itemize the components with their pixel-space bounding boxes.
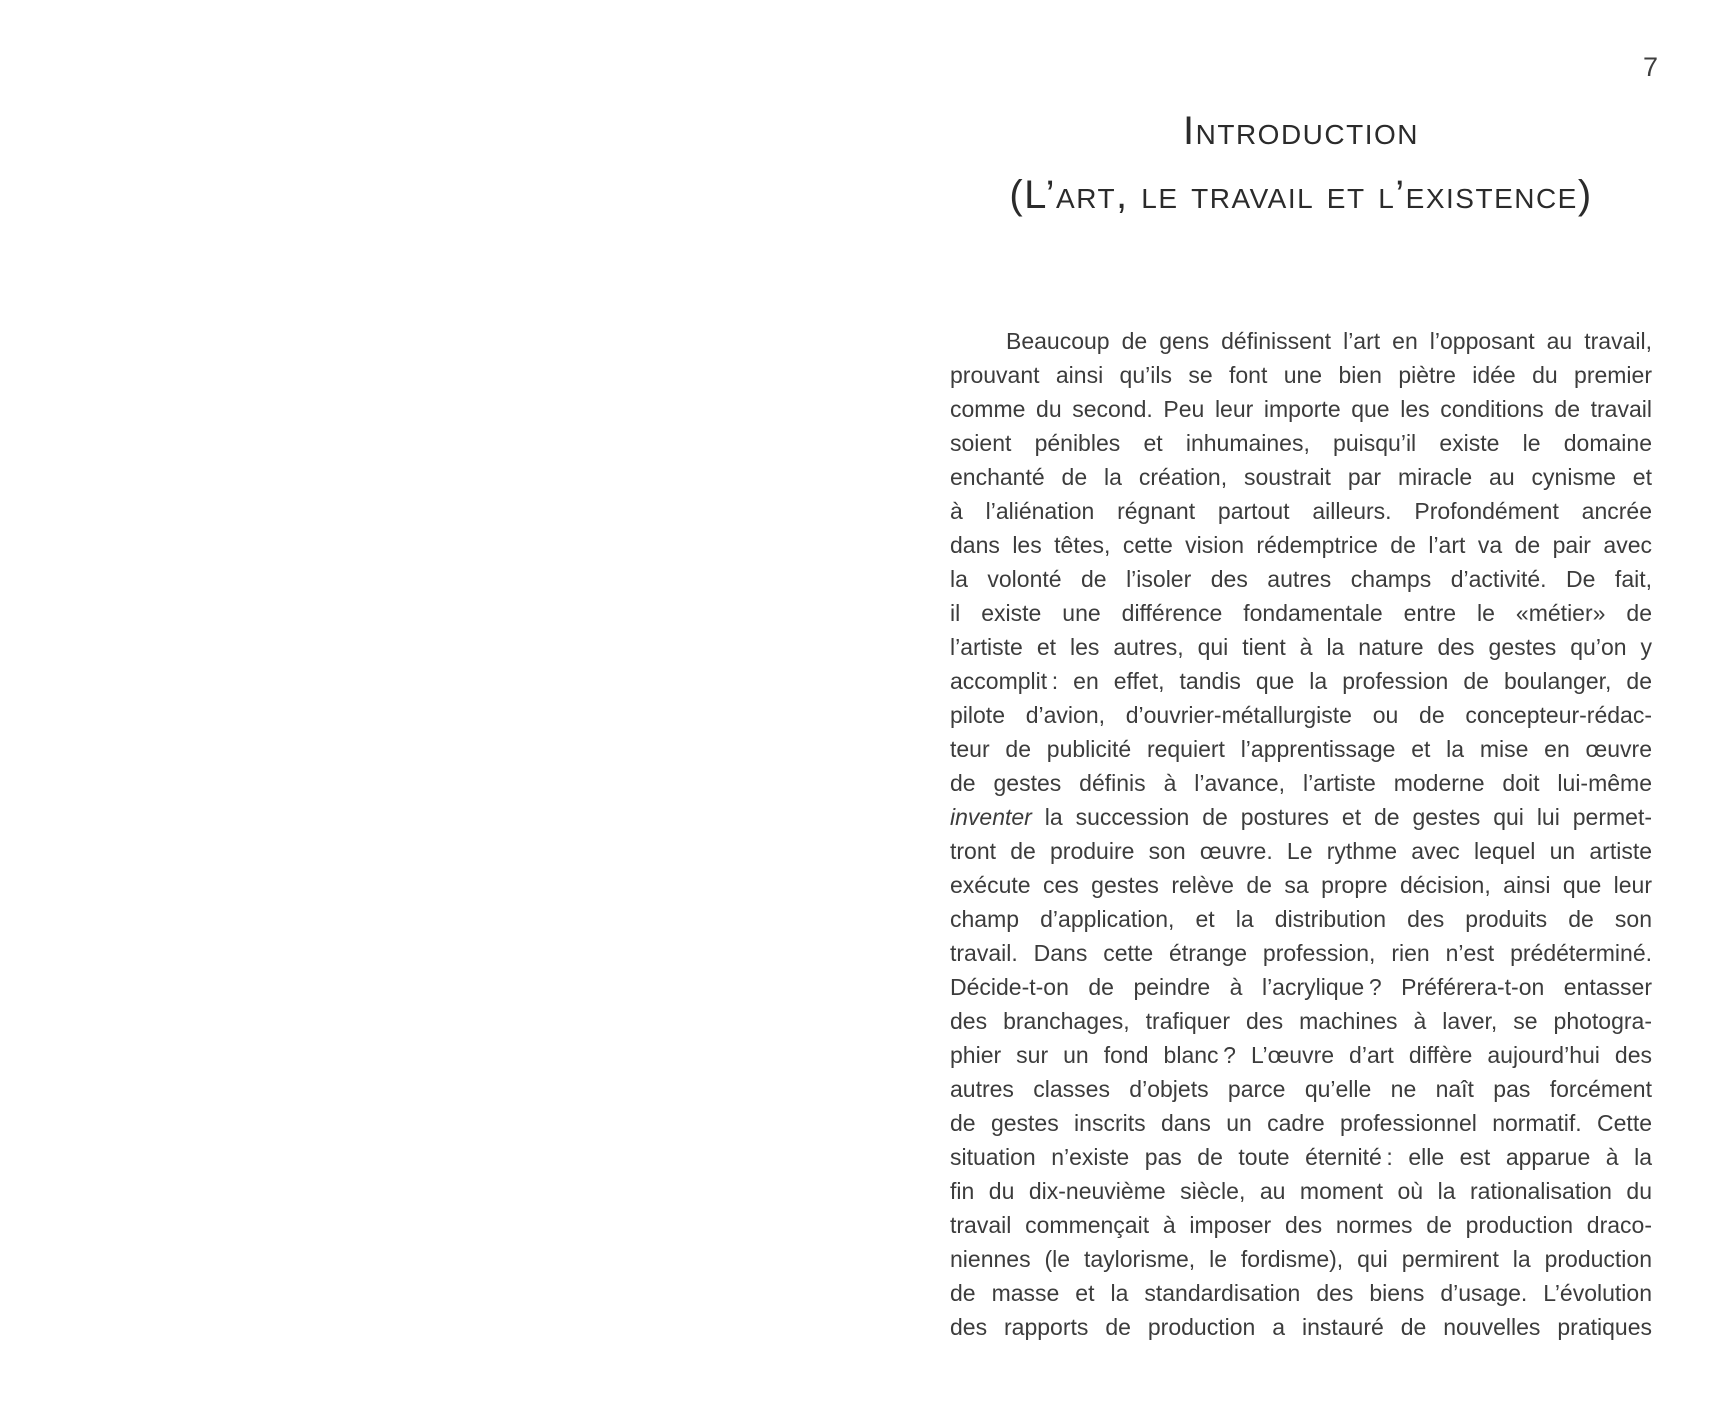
text-line: travail. Dans cette étrange profession, rien n’est prédéterminé. xyxy=(950,940,1652,966)
text-line: phier sur un fond blanc ? L’œuvre d’art diffère aujourd’hui des xyxy=(950,1042,1652,1068)
text-line: autres classes d’objets parce qu’elle ne naît pas forcément xyxy=(950,1076,1652,1102)
text-line: travail commençait à imposer des normes de production draco- xyxy=(950,1212,1652,1238)
text-line: de masse et la standardisation des biens d’usage. L’évolution xyxy=(950,1280,1652,1306)
text-line: Décide-t-on de peindre à l’acrylique ? Préférera-t-on entasser xyxy=(950,974,1652,1000)
text-line: de gestes inscrits dans un cadre professionnel normatif. Cette xyxy=(950,1110,1652,1136)
text-line: enchanté de la création, soustrait par miracle au cynisme et xyxy=(950,464,1652,490)
text-line: la volonté de l’isoler des autres champs d’activité. De fait, xyxy=(950,566,1652,592)
chapter-heading xyxy=(950,106,1652,220)
text-line: fin du dix-neuvième siècle, au moment où la rationalisation du xyxy=(950,1178,1652,1204)
page-number: 7 xyxy=(1642,52,1658,82)
text-line: dans les têtes, cette vision rédemptrice de l’art va de pair avec xyxy=(950,532,1652,558)
chapter-subtitle: (L’art, le travail et l’existence) xyxy=(1009,173,1593,217)
text-line: des branchages, trafiquer des machines à laver, se photogra- xyxy=(950,1008,1652,1034)
text-line: niennes (le taylorisme, le fordisme), qui permirent la production xyxy=(950,1246,1652,1272)
text-line: accomplit : en effet, tandis que la profession de boulanger, de xyxy=(950,668,1652,694)
chapter-title: Introduction xyxy=(1183,109,1419,153)
text-line: il existe une différence fondamentale entre le «métier» de xyxy=(950,600,1652,626)
text-line: inventer la succession de postures et de gestes qui lui permet- xyxy=(950,804,1652,830)
text-line: des rapports de production a instauré de nouvelles pratiques xyxy=(950,1314,1652,1340)
text-line: Beaucoup de gens définissent l’art en l’opposant au travail, xyxy=(1006,328,1652,354)
text-line: à l’aliénation régnant partout ailleurs. Profondément ancrée xyxy=(950,498,1652,524)
text-line: pilote d’avion, d’ouvrier-métallurgiste ou de concepteur-rédac- xyxy=(950,702,1652,728)
text-line: situation n’existe pas de toute éternité : elle est apparue à la xyxy=(950,1144,1652,1170)
text-line: tront de produire son œuvre. Le rythme avec lequel un artiste xyxy=(950,838,1652,864)
text-line: soient pénibles et inhumaines, puisqu’il existe le domaine xyxy=(950,430,1652,456)
text-line: comme du second. Peu leur importe que les conditions de travail xyxy=(950,396,1652,422)
text-line: de gestes définis à l’avance, l’artiste moderne doit lui-même xyxy=(950,770,1652,796)
text-line: teur de publicité requiert l’apprentissage et la mise en œuvre xyxy=(950,736,1652,762)
text-line: prouvant ainsi qu’ils se font une bien piètre idée du premier xyxy=(950,362,1652,388)
paragraph xyxy=(950,324,1652,1344)
text-line: champ d’application, et la distribution des produits de son xyxy=(950,906,1652,932)
text-line: exécute ces gestes relève de sa propre décision, ainsi que leur xyxy=(950,872,1652,898)
text-line: l’artiste et les autres, qui tient à la nature des gestes qu’on y xyxy=(950,634,1652,660)
